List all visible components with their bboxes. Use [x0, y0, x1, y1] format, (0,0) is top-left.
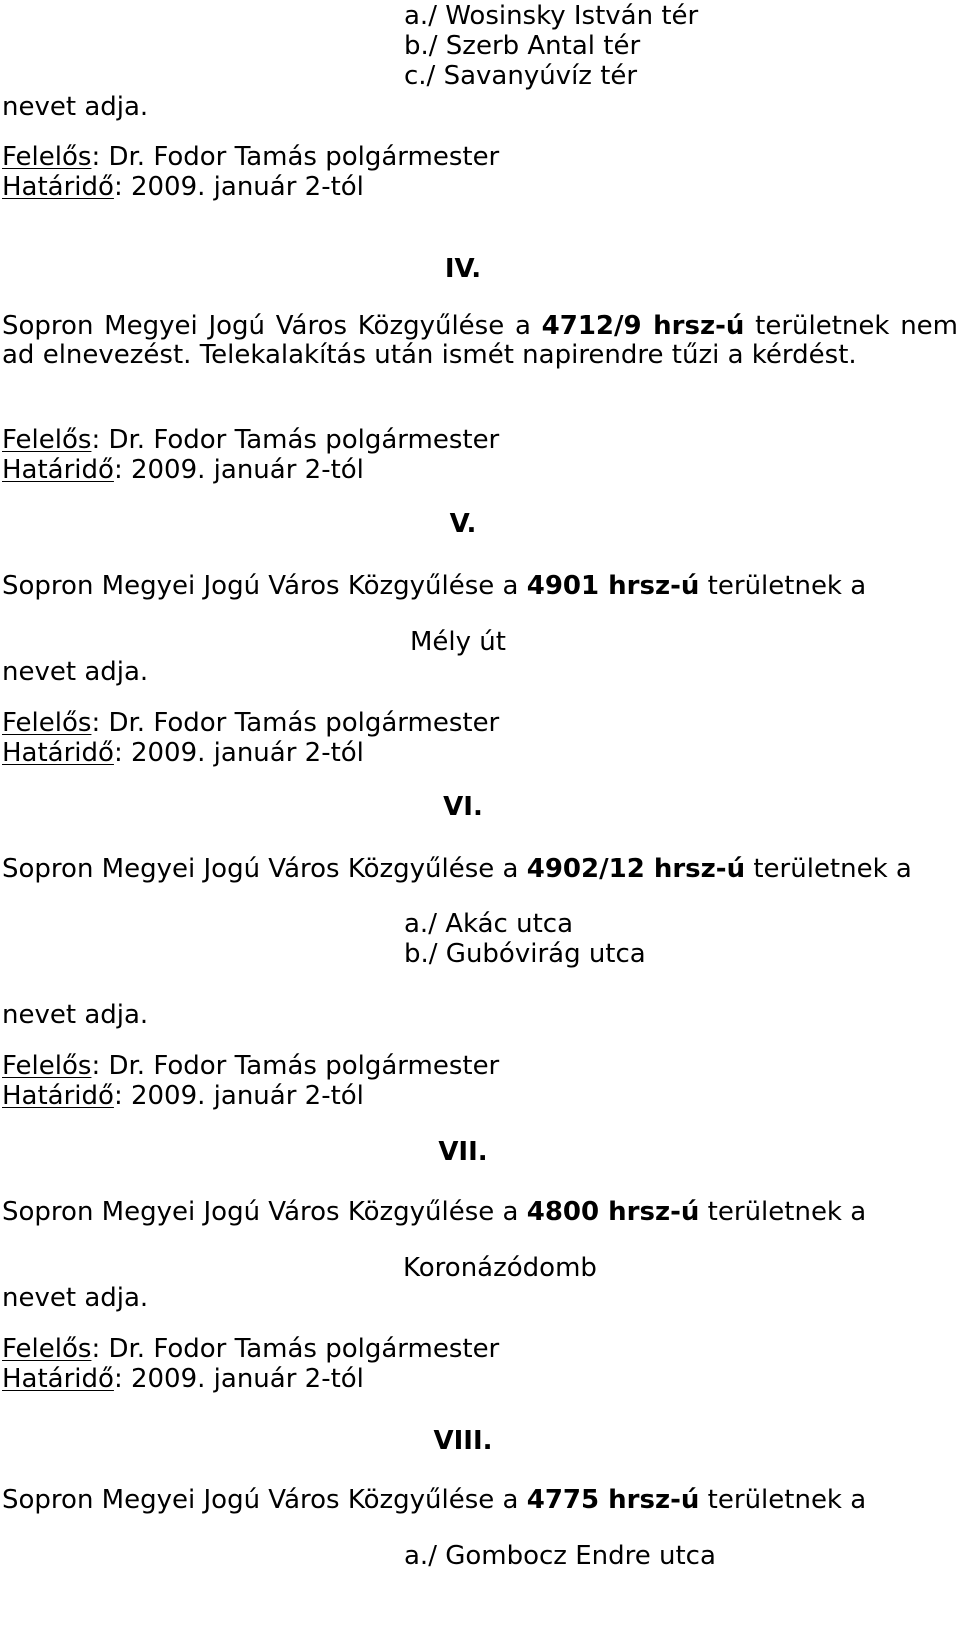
paragraph-text: Sopron Megyei Jogú Város Közgyűlése a [2, 854, 527, 884]
responsible-label: Felelős [2, 142, 92, 172]
resolution-paragraph-vi [2, 853, 912, 885]
responsible-line [2, 1050, 499, 1082]
responsible-label: Felelős [2, 1051, 92, 1081]
responsible-value: : Dr. Fodor Tamás polgármester [91, 425, 500, 455]
deadline-label: Határidő [2, 738, 114, 768]
street-name-a: a./ Akác utca [404, 909, 573, 939]
hrsz-suffix: hrsz-ú [599, 1485, 700, 1515]
nevet-adja-text: nevet adja. [2, 657, 149, 687]
section-heading-vi: VI. [443, 792, 483, 822]
paragraph-text: Sopron Megyei Jogú Város Közgyűlése a [2, 1485, 527, 1515]
paragraph-text: Sopron Megyei Jogú Város Közgyűlése a [2, 1197, 527, 1227]
deadline-value: : 2009. január 2-tól [113, 1364, 364, 1394]
section-heading-viii: VIII. [433, 1426, 493, 1456]
deadline-line [2, 1363, 364, 1395]
deadline-value: : 2009. január 2-tól [113, 1081, 364, 1111]
hrsz-suffix: hrsz-ú [644, 854, 746, 884]
hrsz-number: 4712/9 [541, 311, 642, 341]
deadline-line [2, 737, 364, 769]
section-heading-v: V. [449, 509, 477, 539]
deadline-label: Határidő [2, 455, 114, 485]
street-name-b: b./ Gubóvirág utca [404, 939, 646, 969]
paragraph-text: területnek a [699, 571, 867, 601]
responsible-label: Felelős [2, 1334, 92, 1364]
paragraph-text: területnek a [745, 854, 912, 884]
street-name-a: a./ Gombocz Endre utca [404, 1541, 716, 1571]
section-heading-vii: VII. [438, 1137, 488, 1167]
hrsz-suffix: hrsz-ú [599, 1197, 700, 1227]
street-name-c: c./ Savanyúvíz tér [404, 61, 638, 91]
section-heading-iv: IV. [444, 254, 482, 284]
responsible-label: Felelős [2, 708, 92, 738]
nevet-adja-text: nevet adja. [2, 1000, 149, 1030]
responsible-line [2, 424, 499, 456]
paragraph-text: Sopron Megyei Jogú Város Közgyűlése a [2, 311, 542, 341]
paragraph-text: Sopron Megyei Jogú Város Közgyűlése a [2, 571, 527, 601]
hrsz-number: 4800 [526, 1197, 600, 1227]
deadline-line [2, 171, 364, 203]
nevet-adja-text: nevet adja. [2, 92, 149, 122]
deadline-label: Határidő [2, 1081, 114, 1111]
responsible-label: Felelős [2, 425, 92, 455]
resolution-paragraph-iv [2, 312, 958, 370]
responsible-value: : Dr. Fodor Tamás polgármester [91, 1051, 500, 1081]
street-name: Mély út [410, 627, 506, 657]
resolution-paragraph-vii [2, 1196, 866, 1228]
street-name-b: b./ Szerb Antal tér [404, 31, 641, 61]
street-name: Koronázódomb [403, 1253, 597, 1283]
hrsz-number: 4775 [526, 1485, 600, 1515]
deadline-value: : 2009. január 2-tól [113, 172, 364, 202]
deadline-value: : 2009. január 2-tól [113, 455, 364, 485]
deadline-line [2, 1080, 364, 1112]
responsible-line [2, 141, 499, 173]
hrsz-suffix: hrsz-ú [599, 571, 700, 601]
responsible-line [2, 707, 499, 739]
resolution-paragraph-v [2, 570, 866, 602]
paragraph-text: területnek nem ad elnevezést. Telekalakítás után ismét napirendre tűzi a kérdést. [2, 311, 958, 370]
hrsz-suffix: hrsz-ú [641, 311, 745, 341]
responsible-value: : Dr. Fodor Tamás polgármester [91, 708, 500, 738]
hrsz-number: 4901 [526, 571, 600, 601]
street-name-a: a./ Wosinsky István tér [404, 1, 699, 31]
resolution-paragraph-viii [2, 1484, 866, 1516]
deadline-value: : 2009. január 2-tól [113, 738, 364, 768]
nevet-adja-text: nevet adja. [2, 1283, 149, 1313]
paragraph-text: területnek a [699, 1485, 867, 1515]
paragraph-text: területnek a [699, 1197, 867, 1227]
responsible-line [2, 1333, 499, 1365]
hrsz-number: 4902/12 [526, 854, 645, 884]
deadline-label: Határidő [2, 172, 114, 202]
responsible-value: : Dr. Fodor Tamás polgármester [91, 1334, 500, 1364]
deadline-line [2, 454, 364, 486]
deadline-label: Határidő [2, 1364, 114, 1394]
responsible-value: : Dr. Fodor Tamás polgármester [91, 142, 500, 172]
